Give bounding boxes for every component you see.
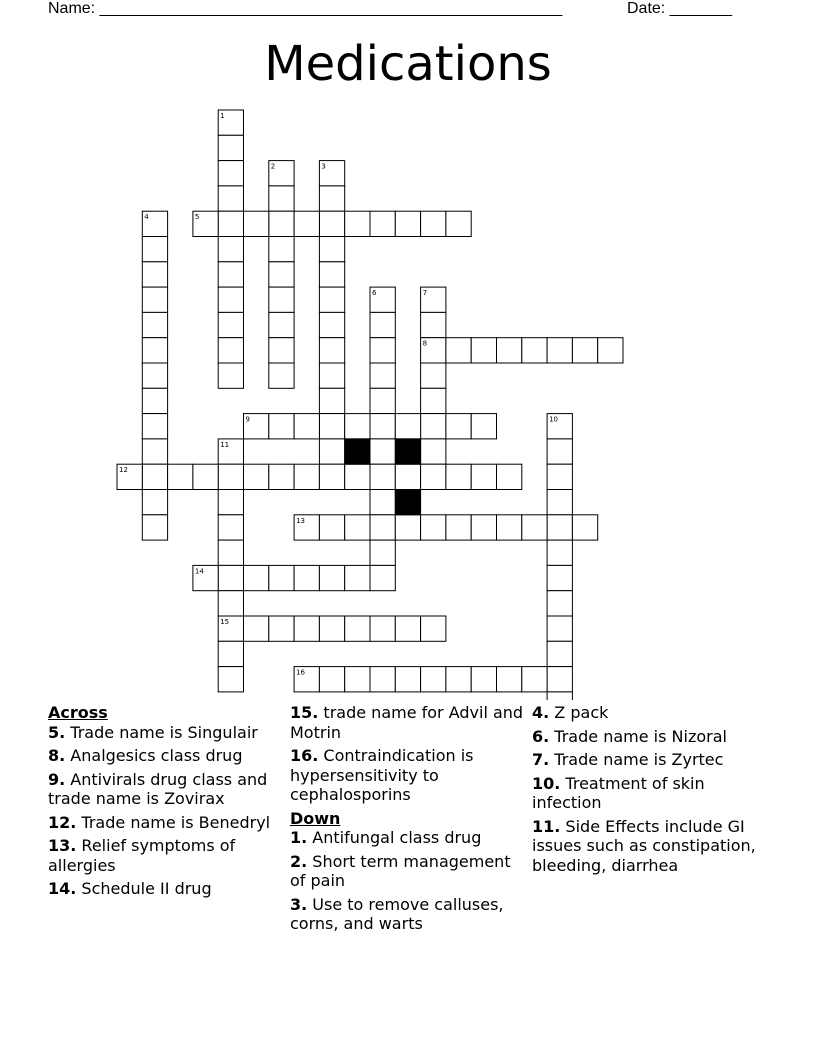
- cell-number: 1: [220, 112, 225, 120]
- grid-cell[interactable]: [370, 464, 395, 489]
- grid-cell[interactable]: [421, 515, 446, 540]
- grid-cell[interactable]: [168, 464, 193, 489]
- clue-text: Treatment of skin infection: [532, 773, 705, 812]
- clue-text: Short term management of pain: [290, 851, 511, 890]
- grid-cell[interactable]: [345, 667, 370, 692]
- cell-number: 16: [296, 668, 306, 677]
- grid-cell[interactable]: [319, 439, 344, 464]
- grid-cell[interactable]: [395, 464, 420, 489]
- grid-cell[interactable]: [319, 338, 344, 363]
- grid-cell[interactable]: [446, 414, 471, 439]
- grid-cell[interactable]: [218, 515, 243, 540]
- cell-number: 11: [220, 440, 230, 449]
- grid-cell[interactable]: [218, 161, 243, 186]
- grid-cell[interactable]: [370, 565, 395, 590]
- across-heading: Across: [48, 703, 108, 722]
- grid-cell[interactable]: [446, 515, 471, 540]
- grid-cell[interactable]: [395, 616, 420, 641]
- clue-number: 12.: [48, 812, 77, 832]
- clue-item: [290, 828, 525, 848]
- grid-cell[interactable]: [142, 312, 167, 337]
- clues-column-2: [290, 703, 525, 938]
- grid-cell[interactable]: [522, 515, 547, 540]
- grid-cell[interactable]: [421, 211, 446, 236]
- down-clue-list-continued: [532, 703, 767, 875]
- grid-cell[interactable]: [421, 363, 446, 388]
- clue-number: 2.: [290, 851, 308, 871]
- grid-cell[interactable]: [142, 287, 167, 312]
- grid-cell[interactable]: [421, 388, 446, 413]
- grid-cell[interactable]: [193, 464, 218, 489]
- grid-cell[interactable]: [269, 616, 294, 641]
- grid-cell[interactable]: [319, 211, 344, 236]
- grid-cell[interactable]: [218, 262, 243, 287]
- cell-number: 5: [194, 213, 200, 222]
- clue-item: [532, 774, 767, 813]
- clue-number: 16.: [290, 746, 319, 765]
- clue-text: Schedule II drug: [76, 879, 212, 898]
- grid-cell[interactable]: [547, 439, 572, 464]
- grid-cell[interactable]: [497, 667, 522, 692]
- grid-cell[interactable]: [269, 186, 294, 211]
- grid-cell[interactable]: [370, 414, 395, 439]
- grid-cell[interactable]: [421, 414, 446, 439]
- grid-cell[interactable]: [142, 464, 167, 489]
- cell-number: 6: [372, 289, 377, 298]
- clue-item: [48, 746, 283, 766]
- cell-number: 2: [270, 162, 276, 171]
- grid-cell[interactable]: [142, 439, 167, 464]
- grid-cell[interactable]: [294, 464, 319, 489]
- grid-cell[interactable]: [218, 287, 243, 312]
- grid-cell[interactable]: [471, 464, 496, 489]
- grid-cell[interactable]: [218, 363, 243, 388]
- grid-cell[interactable]: [142, 262, 167, 287]
- across-clue-list: [48, 723, 283, 899]
- clue-number: 14.: [48, 879, 77, 898]
- grid-cell[interactable]: [370, 515, 395, 540]
- grid-cell[interactable]: [218, 237, 243, 262]
- clue-text: Relief symptoms of allergies: [48, 836, 236, 875]
- grid-cell[interactable]: [269, 414, 294, 439]
- grid-cell[interactable]: [471, 414, 496, 439]
- black-cell: [395, 490, 420, 515]
- cell-number: 4: [144, 213, 149, 222]
- grid-cell[interactable]: [547, 515, 572, 540]
- clue-item: [290, 895, 525, 934]
- grid-cell[interactable]: [471, 338, 496, 363]
- black-cell: [395, 439, 420, 464]
- grid-cell[interactable]: [218, 312, 243, 337]
- clue-item: [48, 879, 283, 899]
- clue-text: Antivirals drug class and trade name is Zovirax: [48, 769, 268, 808]
- grid-cell[interactable]: [142, 237, 167, 262]
- grid-cell[interactable]: [395, 515, 420, 540]
- grid-cell[interactable]: [547, 565, 572, 590]
- grid-cell[interactable]: [471, 515, 496, 540]
- cell-number: 14: [194, 567, 204, 576]
- grid-cell[interactable]: [269, 211, 294, 236]
- grid-cell[interactable]: [218, 464, 243, 489]
- grid-cell[interactable]: [395, 211, 420, 236]
- grid-cell[interactable]: [370, 616, 395, 641]
- grid-cell[interactable]: [319, 464, 344, 489]
- grid-cell[interactable]: [370, 338, 395, 363]
- grid-cell[interactable]: [421, 616, 446, 641]
- grid-cell[interactable]: [547, 540, 572, 565]
- grid-cell[interactable]: [218, 338, 243, 363]
- grid-cell[interactable]: [218, 591, 243, 616]
- grid-cell[interactable]: [319, 667, 344, 692]
- grid-cell[interactable]: [142, 515, 167, 540]
- grid-cell[interactable]: [294, 414, 319, 439]
- cell-number: 9: [245, 415, 250, 424]
- grid-cell[interactable]: [244, 464, 269, 489]
- grid-cell[interactable]: [269, 338, 294, 363]
- grid-cell[interactable]: [319, 237, 344, 262]
- grid-cell[interactable]: [218, 490, 243, 515]
- grid-cell[interactable]: [319, 287, 344, 312]
- clue-text: Use to remove calluses, corns, and warts: [290, 894, 504, 933]
- grid-cell[interactable]: [319, 616, 344, 641]
- cell-number: 7: [422, 289, 428, 298]
- grid-cell[interactable]: [395, 414, 420, 439]
- clue-item: [532, 727, 767, 747]
- grid-cell[interactable]: [497, 515, 522, 540]
- grid-cell[interactable]: [269, 312, 294, 337]
- grid-cell[interactable]: [421, 667, 446, 692]
- grid-cell[interactable]: [269, 565, 294, 590]
- grid-cell[interactable]: [345, 414, 370, 439]
- grid-cell[interactable]: [547, 591, 572, 616]
- grid-cell[interactable]: [345, 211, 370, 236]
- clue-item: [532, 703, 767, 723]
- grid-cell[interactable]: [471, 667, 496, 692]
- clue-item: [290, 852, 525, 891]
- grid-cell[interactable]: [446, 211, 471, 236]
- grid-cell[interactable]: [370, 312, 395, 337]
- grid-cell[interactable]: [244, 616, 269, 641]
- grid-cell[interactable]: [244, 211, 269, 236]
- date-field[interactable]: Date: _______: [627, 0, 732, 17]
- cell-number: 15: [220, 618, 230, 626]
- clue-item: [532, 817, 767, 876]
- grid-cell[interactable]: [446, 667, 471, 692]
- grid-cell[interactable]: [294, 565, 319, 590]
- clue-text: Trade name is Nizoral: [549, 726, 727, 746]
- clues-column-1: [48, 703, 283, 903]
- grid-cell[interactable]: [218, 565, 243, 590]
- grid-cell[interactable]: [319, 565, 344, 590]
- black-cell: [345, 439, 370, 464]
- grid-cell[interactable]: [370, 211, 395, 236]
- grid-cell[interactable]: [522, 667, 547, 692]
- grid-cell[interactable]: [547, 616, 572, 641]
- clue-number: 4.: [532, 703, 550, 722]
- grid-cell[interactable]: [294, 616, 319, 641]
- grid-cell[interactable]: [370, 388, 395, 413]
- clue-text: Z pack: [549, 703, 609, 722]
- name-field[interactable]: Name: ____________________________________________________: [48, 0, 563, 17]
- grid-cell[interactable]: [421, 464, 446, 489]
- grid-cell[interactable]: [345, 616, 370, 641]
- clue-text: Antifungal class drug: [307, 828, 482, 847]
- grid-cell[interactable]: [319, 388, 344, 413]
- clue-item: [532, 750, 767, 770]
- cell-number: 3: [321, 162, 326, 171]
- grid-cell[interactable]: [319, 186, 344, 211]
- grid-cell[interactable]: [319, 363, 344, 388]
- clue-number: 7.: [532, 750, 550, 769]
- grid-cell[interactable]: [244, 565, 269, 590]
- clue-number: 6.: [532, 726, 550, 746]
- grid-cell[interactable]: [218, 667, 243, 692]
- clue-item: [48, 723, 283, 743]
- down-heading: Down: [290, 808, 341, 828]
- clue-number: 9.: [48, 769, 66, 789]
- grid-cell[interactable]: [269, 363, 294, 388]
- grid-cell[interactable]: [421, 439, 446, 464]
- grid-cell[interactable]: [370, 540, 395, 565]
- grid-cell[interactable]: [319, 262, 344, 287]
- grid-cell[interactable]: [218, 186, 243, 211]
- grid-cell[interactable]: [269, 464, 294, 489]
- grid-cell[interactable]: [345, 565, 370, 590]
- clue-number: 1.: [290, 828, 308, 847]
- clue-text: Trade name is Benedryl: [76, 812, 271, 832]
- clue-number: 15.: [290, 703, 319, 722]
- grid-cell[interactable]: [319, 414, 344, 439]
- clue-number: 13.: [48, 836, 77, 855]
- clue-number: 3.: [290, 894, 308, 914]
- grid-cell[interactable]: [446, 338, 471, 363]
- clue-number: 11.: [532, 816, 561, 836]
- grid-cell[interactable]: [598, 338, 623, 363]
- grid-cell[interactable]: [572, 515, 597, 540]
- clue-text: trade name for Advil and Motrin: [290, 703, 524, 742]
- grid-cell[interactable]: [370, 667, 395, 692]
- clue-item: [48, 770, 283, 809]
- grid-cell[interactable]: [446, 464, 471, 489]
- clue-number: 8.: [48, 746, 66, 765]
- grid-cell[interactable]: [547, 667, 572, 692]
- grid-cell[interactable]: [345, 515, 370, 540]
- down-clue-list: [290, 828, 525, 934]
- grid-cell[interactable]: [142, 414, 167, 439]
- cell-number: 10: [549, 415, 559, 424]
- cell-number: 12: [119, 466, 128, 475]
- grid-cell[interactable]: [497, 464, 522, 489]
- grid-cell[interactable]: [345, 464, 370, 489]
- grid-cell[interactable]: [218, 540, 243, 565]
- grid-cell[interactable]: [572, 338, 597, 363]
- grid-cell[interactable]: [269, 287, 294, 312]
- clue-text: Contraindication is hypersensitivity to cephalosporins: [290, 746, 474, 804]
- grid-cell[interactable]: [547, 692, 572, 700]
- grid-cell[interactable]: [218, 641, 243, 666]
- page-title: Medications: [264, 36, 552, 92]
- clue-item: [48, 813, 283, 833]
- grid-cell[interactable]: [218, 135, 243, 160]
- grid-cell[interactable]: [547, 641, 572, 666]
- grid-cell[interactable]: [218, 211, 243, 236]
- grid-cell[interactable]: [294, 211, 319, 236]
- clue-number: 10.: [532, 773, 561, 793]
- grid-cell[interactable]: [142, 490, 167, 515]
- cell-number: 8: [422, 339, 428, 348]
- clues-column-3: [532, 703, 767, 879]
- clue-text: Side Effects include GI issues such as constipation, bleeding, diarrhea: [532, 816, 756, 875]
- grid-cell[interactable]: [142, 388, 167, 413]
- grid-cell[interactable]: [269, 237, 294, 262]
- grid-cell[interactable]: [547, 338, 572, 363]
- grid-cell[interactable]: [319, 515, 344, 540]
- grid-cell[interactable]: [421, 312, 446, 337]
- clue-item: [48, 836, 283, 875]
- grid-cell[interactable]: [142, 338, 167, 363]
- clue-item: [290, 746, 525, 805]
- grid-cell[interactable]: [547, 490, 572, 515]
- grid-cell[interactable]: [497, 338, 522, 363]
- grid-cell[interactable]: [395, 667, 420, 692]
- clue-text: Trade name is Singulair: [65, 722, 258, 742]
- clue-item: [290, 703, 525, 742]
- across-clue-list-continued: [290, 703, 525, 805]
- grid-cell[interactable]: [269, 262, 294, 287]
- grid-cell[interactable]: [142, 363, 167, 388]
- grid-cell[interactable]: [370, 490, 395, 515]
- grid-cell[interactable]: [319, 312, 344, 337]
- cell-number: 13: [296, 516, 306, 525]
- grid-cell[interactable]: [370, 439, 395, 464]
- grid-cell[interactable]: [522, 338, 547, 363]
- grid-cell[interactable]: [547, 464, 572, 489]
- grid-cell[interactable]: [370, 363, 395, 388]
- clue-text: Trade name is Zyrtec: [549, 750, 724, 769]
- clue-number: 5.: [48, 722, 66, 742]
- clue-text: Analgesics class drug: [65, 746, 243, 765]
